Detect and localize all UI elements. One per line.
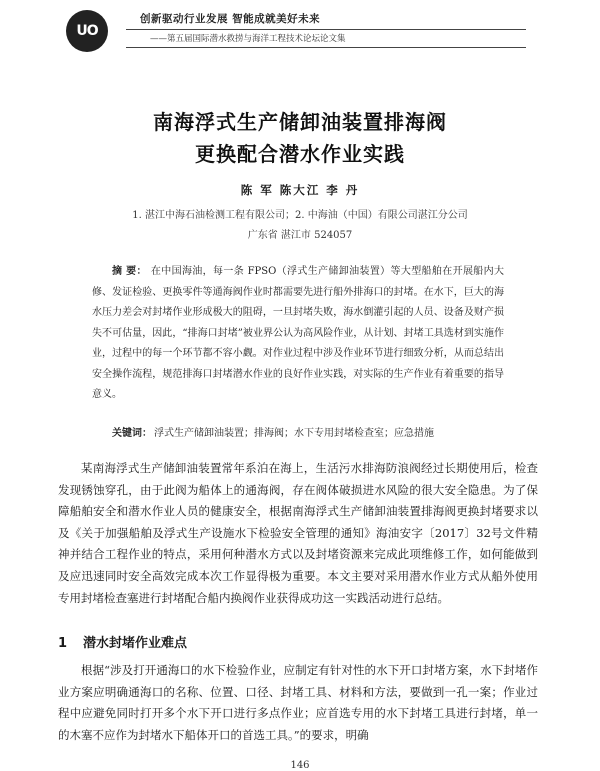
header-slogan: 创新驱动行业发展 智能成就美好未来 (140, 13, 321, 25)
journal-logo-icon: UO (66, 10, 108, 52)
running-header (0, 0, 600, 56)
affiliation-line2: 广东省 湛江市 524057 (247, 230, 353, 241)
abstract-label: 摘 要： (112, 266, 147, 277)
section-1-title: 潜水封堵作业难点 (83, 636, 188, 651)
keywords-text: 浮式生产储卸油装置；排海阀；水下专用封堵检查室；应急措施 (154, 428, 434, 439)
header-rule-top (126, 29, 526, 30)
section-1-number: 1 (58, 636, 68, 651)
section-1-heading (58, 632, 187, 651)
keywords (92, 424, 504, 439)
paper-title-line2: 更换配合潜水作业实践 (195, 142, 405, 166)
abstract-text: 在中国海油，每一条 FPSO（浮式生产储卸油装置）等大型船舶在开展船内大修、发证检验、更换零件等通海阀作业时都需要先进行船外排海口的封堵。在水下，巨大的海水压力差会对封堵作业形成极大的阻碍，一旦封堵失败，海水倒灌引起的人员、设备及财产损失不可估量，因此，“排海口封堵”被业界公认为高风险作业，从计划、封堵工具选材到实施作业，过程中的每一个环节都不容小觑。对作业过程中涉及作业环节进行细致分析，从而总结出安全操作流程，规范排海口封堵潜水作业的良好作业实践，对实际的生产作业有着重要的指导意义。 (92, 266, 504, 400)
abstract (92, 262, 504, 406)
affiliation-line1: 1. 湛江中海石油检测工程有限公司；2. 中海油（中国）有限公司湛江分公司 (132, 210, 468, 221)
intro-paragraph: 某南海浮式生产储卸油装置常年系泊在海上，生活污水排海防浪阀经过长期使用后，检查发现锈蚀穿孔，由于此阀为船体上的通海阀，存在阀体破损进水风险的很大安全隐患。为了保障船舶安全和潜水作业人员的健康安全，根据南海浮式生产储卸油装置排海阀更换封堵要求以及《关于加强船舶及浮式生产设施水下检验安全管理的通知》海油安字〔2017〕32号文件精神并结合工程作业的特点，采用何种潜水方式以及封堵资源来完成此项维修工作，如何能做到及应迅速同时安全高效完成本次工作显得极为重要。本文主要对采用潜水作业方式从船外使用专用封堵检查塞进行封堵配合船内换阀作业获得成功这一实践活动进行总结。 (58, 461, 538, 605)
paper-authors: 陈 军 陈大江 李 丹 (240, 183, 360, 197)
header-rule-bottom (126, 47, 526, 48)
paper-title-line1: 南海浮式生产储卸油装置排海阀 (153, 110, 447, 134)
keywords-label: 关键词： (112, 428, 152, 439)
section-1-paragraph: 根据“涉及打开通海口的水下检验作业，应制定有针对性的水下开口封堵方案，水下封堵作业方案应明确通海口的名称、位置、口径、封堵工具、材料和方法，要做到一孔一案；作业过程中应避免同时打开多个水下开口进行多点作业；应首选专用的水下封堵工具进行封堵，单一的木塞不应作为封堵水下船体开口的首选工具。”的要求，明确 (58, 663, 538, 742)
page-number: 146 (290, 760, 310, 771)
header-proceedings: ——第五届国际潜水救捞与海洋工程技术论坛论文集 (150, 34, 346, 44)
